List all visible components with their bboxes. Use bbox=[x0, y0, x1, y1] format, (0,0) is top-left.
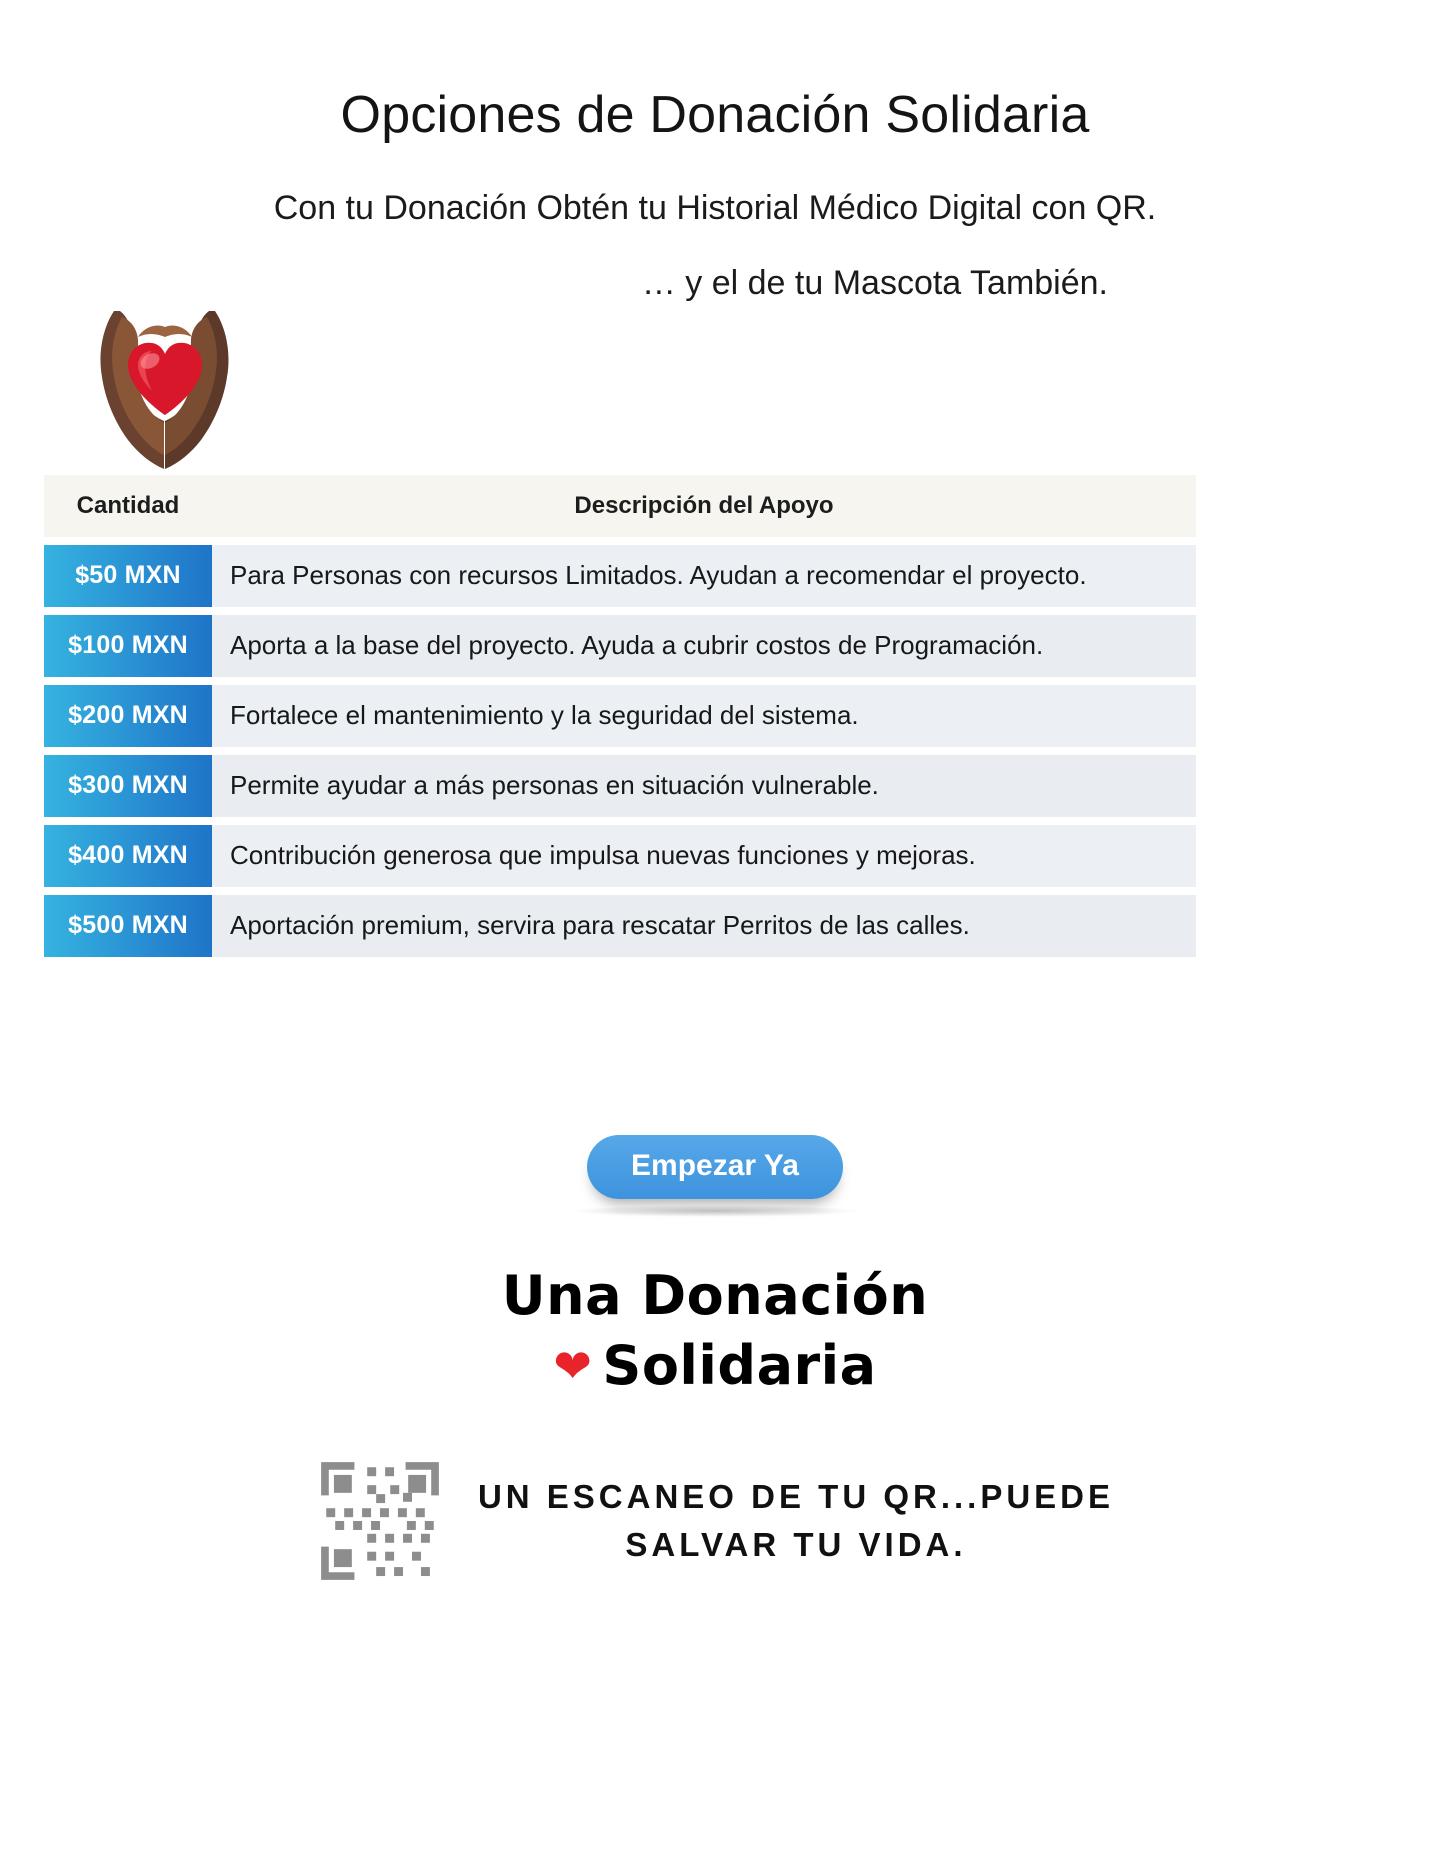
table-row[interactable] bbox=[44, 615, 1196, 677]
slogan-line-1: Una Donación bbox=[501, 1263, 929, 1327]
qr-code-icon bbox=[316, 1457, 444, 1585]
donation-description: Aportación premium, servira para rescatar Perritos de las calles. bbox=[212, 895, 1196, 957]
table-row[interactable] bbox=[44, 545, 1196, 607]
donation-amount-badge: $100 MXN bbox=[44, 615, 212, 677]
qr-section bbox=[0, 1457, 1430, 1585]
table-header-row bbox=[44, 475, 1196, 537]
donation-amount-badge: $200 MXN bbox=[44, 685, 212, 747]
slogan bbox=[0, 1263, 1430, 1399]
cta-container bbox=[0, 1135, 1430, 1217]
donation-description: Aporta a la base del proyecto. Ayuda a cubrir costos de Programación. bbox=[212, 615, 1196, 677]
table-row[interactable] bbox=[44, 755, 1196, 817]
donation-amount-badge: $500 MXN bbox=[44, 895, 212, 957]
slogan-line-2: Solidaria bbox=[602, 1333, 877, 1397]
table-row[interactable] bbox=[44, 895, 1196, 957]
qr-caption-line-1: UN ESCANEO DE TU QR...PUEDE bbox=[477, 1477, 1115, 1515]
donation-table bbox=[44, 475, 1196, 957]
donation-description: Permite ayudar a más personas en situación vulnerable. bbox=[212, 755, 1196, 817]
donation-amount-badge: $300 MXN bbox=[44, 755, 212, 817]
hands-holding-heart-icon bbox=[52, 303, 277, 478]
qr-caption-line-2: SALVAR TU VIDA. bbox=[625, 1525, 967, 1563]
button-shadow bbox=[570, 1205, 860, 1217]
page-title: Opciones de Donación Solidaria bbox=[340, 85, 1090, 144]
start-now-button[interactable]: Empezar Ya bbox=[587, 1135, 843, 1199]
column-header-amount: Cantidad bbox=[76, 491, 180, 519]
table-row[interactable] bbox=[44, 825, 1196, 887]
qr-caption bbox=[478, 1473, 1114, 1569]
donation-amount-badge: $400 MXN bbox=[44, 825, 212, 887]
table-row[interactable] bbox=[44, 685, 1196, 747]
donation-description: Fortalece el mantenimiento y la seguridad del sistema. bbox=[212, 685, 1196, 747]
heart-icon: ❤ bbox=[553, 1338, 593, 1393]
donation-description: Para Personas con recursos Limitados. Ayudan a recomendar el proyecto. bbox=[212, 545, 1196, 607]
donation-description: Contribución generosa que impulsa nuevas funciones y mejoras. bbox=[212, 825, 1196, 887]
page-subtitle-primary: Con tu Donación Obtén tu Historial Médico Digital con QR. bbox=[273, 189, 1157, 228]
donation-amount-badge: $50 MXN bbox=[44, 545, 212, 607]
column-header-description: Descripción del Apoyo bbox=[574, 491, 834, 519]
donation-options-page bbox=[0, 35, 1430, 1849]
page-subtitle-secondary: … y el de tu Mascota También. bbox=[641, 263, 1108, 302]
